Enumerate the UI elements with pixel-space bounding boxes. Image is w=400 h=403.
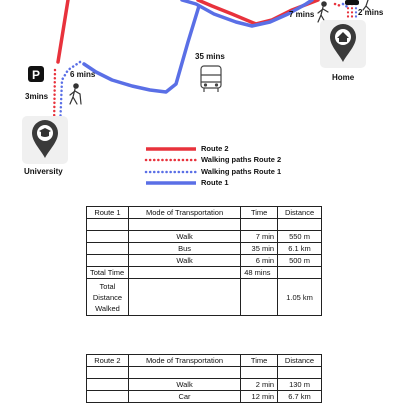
table-cell: Walk xyxy=(128,255,240,267)
home-walk-time-label: 7 mins xyxy=(289,10,315,19)
table-cell xyxy=(87,243,129,255)
table-cell xyxy=(241,279,278,316)
table-cell: 6 min xyxy=(241,255,278,267)
table-cell: 6.7 km xyxy=(278,391,322,403)
table-cell: 500 m xyxy=(278,255,322,267)
table-cell: Bus xyxy=(128,243,240,255)
table-row xyxy=(87,379,322,391)
walking-person-icon xyxy=(70,84,81,104)
table-header: Mode of Transportation xyxy=(128,207,240,219)
table-cell: 2 min xyxy=(241,379,278,391)
table-header: Distance xyxy=(278,207,322,219)
table-cell xyxy=(87,367,129,379)
route2-walking-path xyxy=(54,4,341,128)
table-cell: Walk xyxy=(128,379,240,391)
table-cell: 12 min xyxy=(241,391,278,403)
route1-line xyxy=(84,0,315,92)
table-row xyxy=(87,243,322,255)
table-row-total-distance xyxy=(87,279,322,316)
route1-walk-time-label: 6 mins xyxy=(70,70,96,79)
legend-label: Walking paths Route 2 xyxy=(201,155,282,164)
table-cell xyxy=(278,267,322,279)
home-walk-time-label-2: 2 mins xyxy=(358,8,384,17)
home-label: Home xyxy=(332,73,355,82)
total-distance-value: 1.05 km xyxy=(278,279,322,316)
total-distance-label-line: Total xyxy=(99,281,116,291)
table-cell: 35 min xyxy=(241,243,278,255)
table-cell: Walk xyxy=(128,231,240,243)
legend-label: Walking paths Route 1 xyxy=(201,167,282,176)
table-cell xyxy=(87,379,129,391)
table-cell xyxy=(278,219,322,231)
walking-person-icon xyxy=(318,2,328,22)
table-header-row xyxy=(87,355,322,367)
table-cell xyxy=(87,255,129,267)
bus-icon xyxy=(201,66,221,92)
table-cell xyxy=(278,367,322,379)
table-row xyxy=(87,231,322,243)
home-pin-icon xyxy=(320,20,366,68)
total-distance-label-line: Distance xyxy=(92,292,123,302)
table-row xyxy=(87,391,322,403)
parking-time-label: 3mins xyxy=(25,92,49,101)
table-row xyxy=(87,267,322,279)
table-cell xyxy=(128,219,240,231)
table-cell xyxy=(241,219,278,231)
table-cell: 48 mins xyxy=(241,267,278,279)
route2-line xyxy=(58,0,318,62)
table-cell: 130 m xyxy=(278,379,322,391)
route2-table xyxy=(86,354,322,403)
table-cell xyxy=(87,391,129,403)
parking-icon xyxy=(345,0,359,5)
table-header: Time xyxy=(241,207,278,219)
table-cell xyxy=(128,279,240,316)
table-header: Distance xyxy=(278,355,322,367)
table-row xyxy=(87,367,322,379)
table-cell: Total Time xyxy=(87,267,129,279)
bus-time-label: 35 mins xyxy=(195,52,225,61)
table-row xyxy=(87,219,322,231)
total-distance-label-line: Walked xyxy=(95,303,120,313)
table-cell xyxy=(241,367,278,379)
legend-label: Route 2 xyxy=(201,144,229,153)
table-header: Mode of Transportation xyxy=(128,355,240,367)
table-cell: 550 m xyxy=(278,231,322,243)
table-cell xyxy=(128,367,240,379)
table-cell: 7 min xyxy=(241,231,278,243)
table-header-row xyxy=(87,207,322,219)
table-cell: 6.1 km xyxy=(278,243,322,255)
table-cell xyxy=(128,267,240,279)
legend-label: Route 1 xyxy=(201,178,229,187)
parking-icon xyxy=(28,66,44,82)
table-header: Time xyxy=(241,355,278,367)
route1-table xyxy=(86,206,322,316)
table-row xyxy=(87,255,322,267)
total-distance-label xyxy=(87,279,129,316)
table-cell xyxy=(87,231,129,243)
table-header: Route 2 xyxy=(87,355,129,367)
table-cell: Car xyxy=(128,391,240,403)
table-cell xyxy=(87,219,129,231)
svg-text:P: P xyxy=(31,68,41,82)
table-header: Route 1 xyxy=(87,207,129,219)
university-label: University xyxy=(24,167,63,176)
